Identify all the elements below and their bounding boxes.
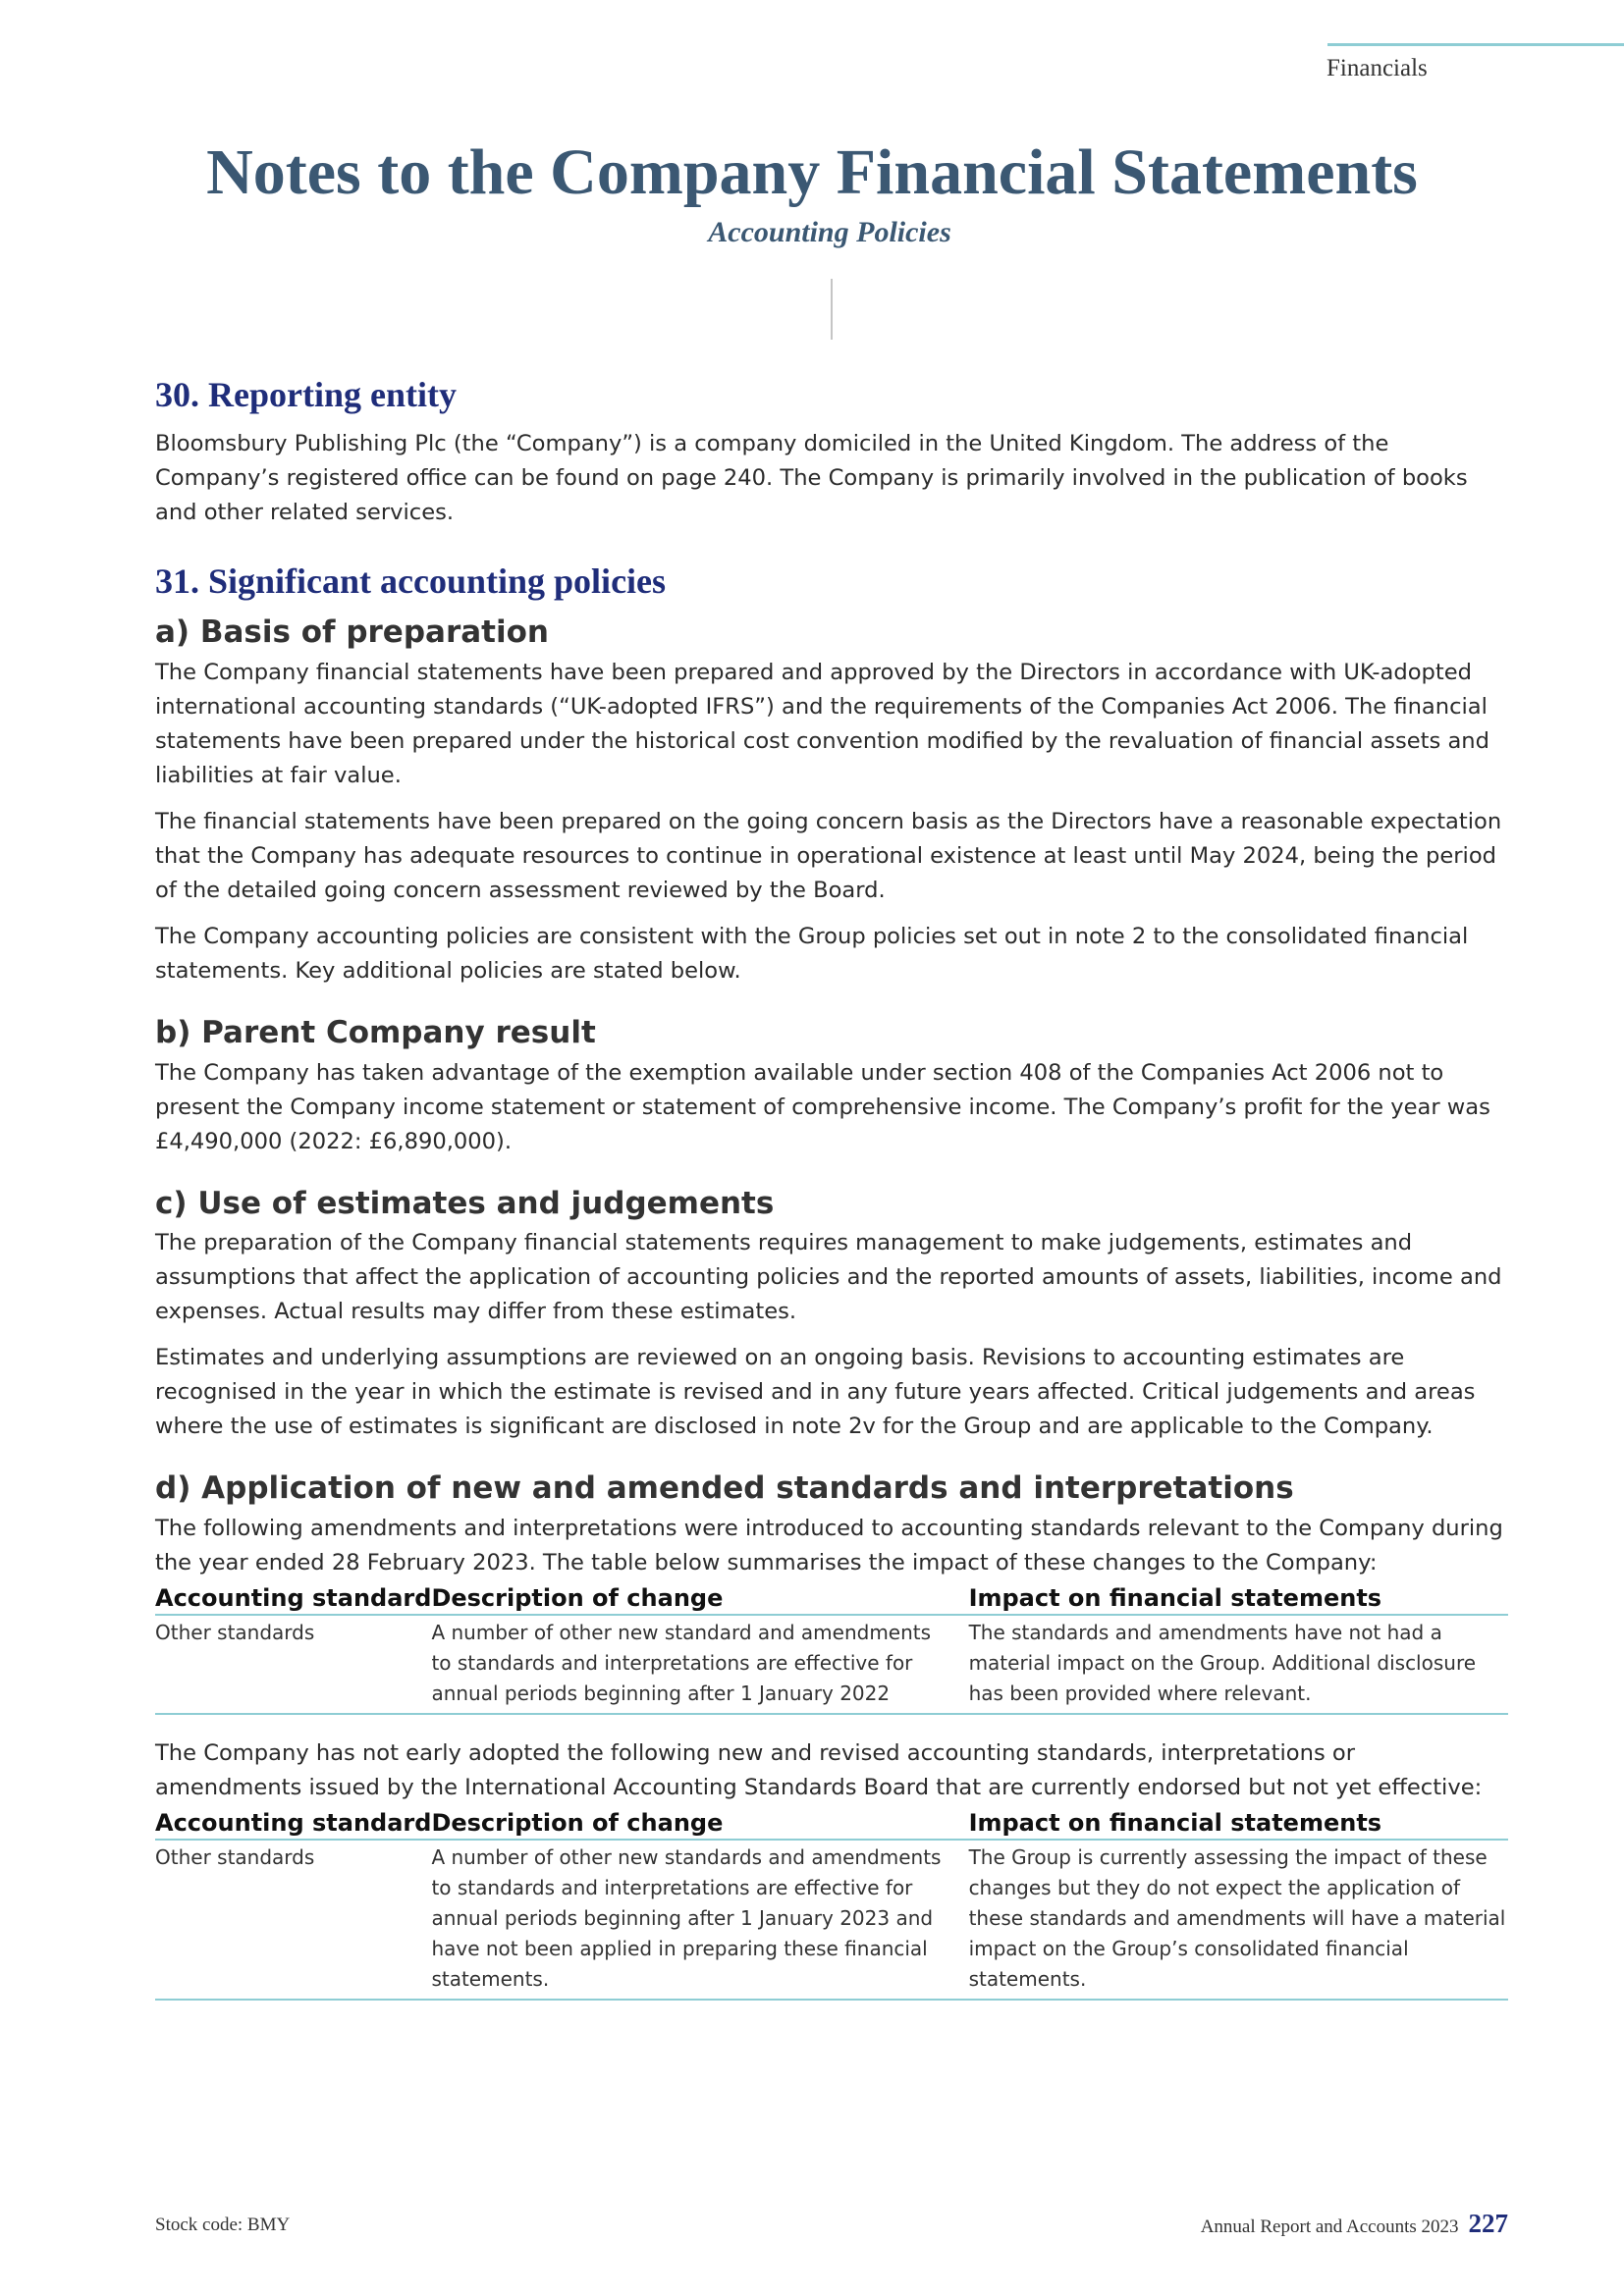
cell-impact: The Group is currently assessing the impact of these changes but they do not expect the application of these standards and amendments will have a material impact on the Group’s consolidated financial statements. <box>969 1840 1508 2000</box>
cell-impact: The standards and amendments have not had a material impact on the Group. Additional disclosure has been provided where relevant. <box>969 1615 1508 1714</box>
table-header-row <box>155 1809 1508 1840</box>
table-row <box>155 1840 1508 2000</box>
page-title: Notes to the Company Financial Statements <box>206 136 1418 208</box>
header-rule <box>1327 43 1624 46</box>
column-header-accounting-standard: Accounting standard <box>155 1584 431 1615</box>
cell-description: A number of other new standards and amendments to standards and interpretations are effective for annual periods beginning after 1 January 2023 and have not been applied in preparing these financial statements. <box>431 1840 968 2000</box>
cell-description: A number of other new standard and amendments to standards and interpretations are effective for annual periods beginning after 1 January 2022 <box>431 1615 968 1714</box>
column-header-description: Description of change <box>431 1809 968 1840</box>
subsection-a-heading: a) Basis of preparation <box>155 614 549 650</box>
stock-code: Stock code: BMY <box>155 2215 291 2235</box>
page-number: 227 <box>1468 2209 1508 2238</box>
subsection-d-paragraph-2: The Company has not early adopted the following new and revised accounting standards, interpretations or amendments issued by the International Accounting Standards Board that are currently endorsed but not yet effective: <box>155 1740 1483 1800</box>
subsection-c-paragraph-2: Estimates and underlying assumptions are reviewed on an ongoing basis. Revisions to accounting estimates are recognised in the year in which the estimate is revised and in any future years affected. Critical judgements and areas where the use of estimates is significant are disclosed in note 2v for the Group and are applicable to the Company. <box>155 1345 1476 1440</box>
section-label: Financials <box>1326 55 1428 81</box>
table-header-row <box>155 1584 1508 1615</box>
report-name: Annual Report and Accounts 2023 <box>1200 2216 1459 2237</box>
column-header-impact: Impact on financial statements <box>969 1809 1508 1840</box>
subsection-a-paragraph-2: The financial statements have been prepared on the going concern basis as the Directors have a reasonable expectation that the Company has adequate resources to continue in operational existence at least until May 2024, being the period of the detailed going concern assessment reviewed by the Board. <box>155 808 1502 903</box>
title-divider <box>831 279 833 340</box>
section-30-paragraph: Bloomsbury Publishing Plc (the “Company”) is a company domiciled in the United Kingdom. The address of the Company’s registered office can be found on page 240. The Company is primarily involved in the publication of books and other related services. <box>155 431 1468 525</box>
table-row <box>155 1615 1508 1714</box>
main-content <box>155 373 1508 2022</box>
subsection-d-heading: d) Application of new and amended standards and interpretations <box>155 1470 1294 1507</box>
column-header-accounting-standard: Accounting standard <box>155 1809 431 1840</box>
column-header-impact: Impact on financial statements <box>969 1584 1508 1615</box>
column-header-description: Description of change <box>431 1584 968 1615</box>
subsection-d-paragraph-1: The following amendments and interpretations were introduced to accounting standards relevant to the Company during the year ended 28 February 2023. The table below summarises the impact of these changes to the Company: <box>155 1516 1503 1575</box>
subsection-c-heading: c) Use of estimates and judgements <box>155 1185 775 1221</box>
subsection-b-paragraph-1: The Company has taken advantage of the exemption available under section 408 of the Companies Act 2006 not to present the Company income statement or statement of comprehensive income. The Company’s profit for the year was £4,490,000 (2022: £6,890,000). <box>155 1059 1490 1154</box>
subsection-a-paragraph-3: The Company accounting policies are consistent with the Group policies set out in note 2 to the consolidated financial statements. Key additional policies are stated below. <box>155 923 1469 984</box>
standards-table-current <box>155 1584 1508 1715</box>
page-subtitle: Accounting Policies <box>708 216 951 248</box>
cell-accounting-standard: Other standards <box>155 1840 431 2000</box>
subsection-a-paragraph-1: The Company financial statements have been prepared and approved by the Directors in accordance with UK-adopted international accounting standards (“UK-adopted IFRS”) and the requirements of the Companies Act 2006. The financial statements have been prepared under the historical cost convention modified by the revaluation of financial assets and liabilities at fair value. <box>155 659 1489 788</box>
footer-report-info <box>1201 2209 1508 2239</box>
standards-table-not-yet-effective <box>155 1809 1508 2001</box>
section-30-heading: 30. Reporting entity <box>155 375 457 414</box>
subsection-c-paragraph-1: The preparation of the Company financial statements requires management to make judgements, estimates and assumptions that affect the application of accounting policies and the reported amounts of assets, liabilities, income and expenses. Actual results may differ from these estimates. <box>155 1230 1502 1325</box>
subsection-b-heading: b) Parent Company result <box>155 1014 596 1050</box>
section-31-heading: 31. Significant accounting policies <box>155 561 667 601</box>
cell-accounting-standard: Other standards <box>155 1615 431 1714</box>
